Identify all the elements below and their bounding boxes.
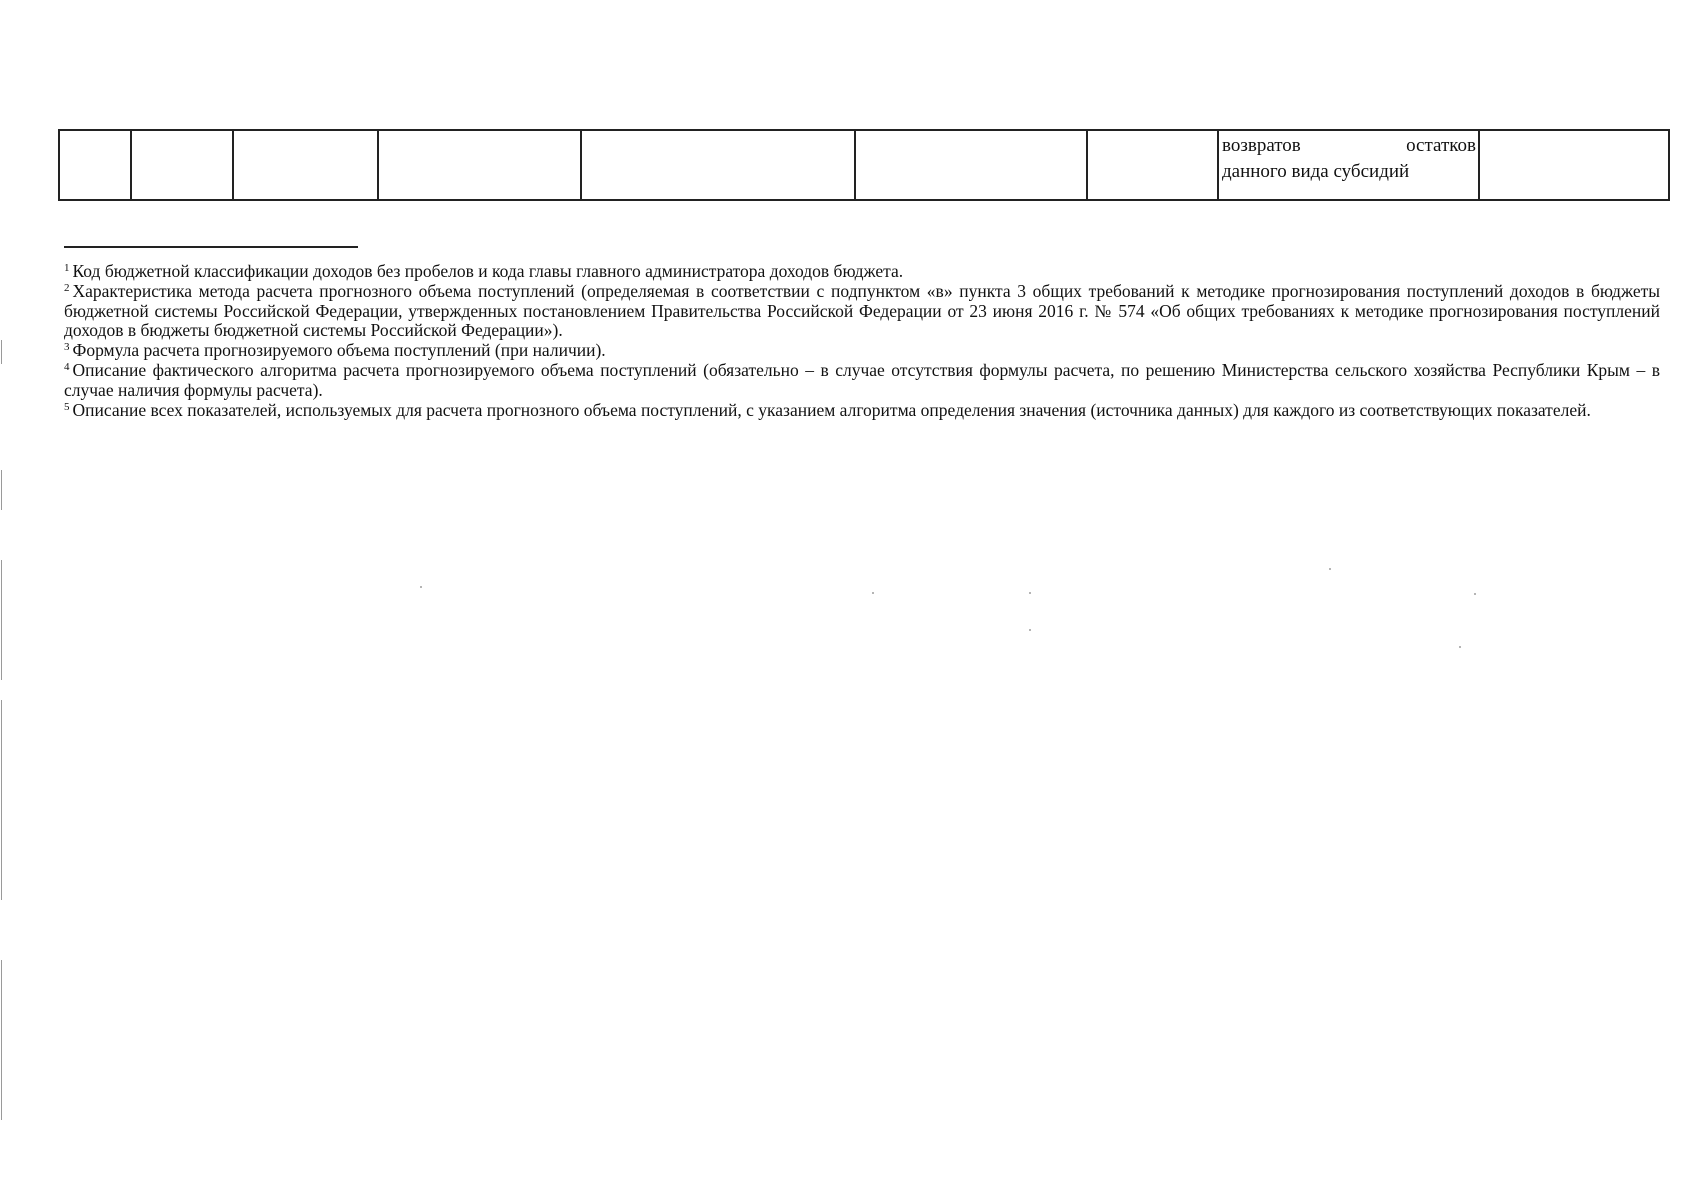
table-row <box>59 130 1669 200</box>
table-cell-1 <box>59 130 131 200</box>
footnote-1 <box>64 262 1660 282</box>
footnote-text: Характеристика метода расчета прогнозного объема поступлений (определяемая в соответствии с подпунктом «в» пункта 3 общих требований к методике прогнозирования поступлений доходов в бюджеты бюджетной системы Российской Федерации, утвержденных постановлением Правительства Российской Федерации от 23 июня 2016 г. № 574 «Об общих требованиях к методике прогнозирования поступлений доходов в бюджеты бюджетной системы Российской Федерации»). <box>64 281 1660 340</box>
table-cell-5 <box>581 130 855 200</box>
scan-edge-mark <box>1 340 2 364</box>
footnote-number: 5 <box>64 400 70 413</box>
table-continuation-row <box>58 129 1670 201</box>
scan-speck <box>872 592 874 594</box>
scan-edge-mark <box>1 960 2 1120</box>
cell-text-line-2: данного вида субсидий <box>1222 161 1410 182</box>
scan-speck <box>1029 629 1031 631</box>
footnote-5 <box>64 401 1660 421</box>
footnote-text: Описание всех показателей, используемых для расчета прогнозного объема поступлений, с указанием алгоритма определения значения (источника данных) для каждого из соответствующих показателей. <box>72 399 1591 420</box>
table-cell-4 <box>378 130 581 200</box>
footnote-text: Формула расчета прогнозируемого объема поступлений (при наличии). <box>72 340 606 360</box>
scan-edge-mark <box>1 470 2 510</box>
table-cell-7 <box>1087 130 1218 200</box>
footnote-4 <box>64 361 1660 400</box>
table-cell-9 <box>1479 130 1669 200</box>
footnote-number: 4 <box>64 361 70 373</box>
scan-speck <box>1459 646 1461 648</box>
cell-text-line-1 <box>1222 133 1476 159</box>
scan-edge-mark <box>1 700 2 900</box>
cell-word-balances: остатков <box>1406 135 1476 156</box>
footnote-text: Описание фактического алгоритма расчета прогнозируемого объема поступлений (обязательно – в случае отсутствия формулы расчета, по решению Министерства сельского хозяйства Республики Крым – в случае наличия формулы расчета). <box>64 360 1660 400</box>
table-cell-3 <box>233 130 378 200</box>
cell-word-returns: возвратов <box>1222 135 1301 156</box>
footnote-text: Код бюджетной классификации доходов без пробелов и кода главы главного администратора доходов бюджета. <box>72 261 904 281</box>
footnote-number: 1 <box>64 262 70 274</box>
table-cell-2 <box>131 130 233 200</box>
table-cell-8 <box>1218 130 1479 200</box>
footnote-2 <box>64 282 1660 341</box>
scan-speck <box>1329 568 1331 570</box>
footnote-number: 2 <box>64 282 70 294</box>
scan-edge-mark <box>1 560 2 680</box>
table-cell-6 <box>855 130 1087 200</box>
scan-speck <box>1474 593 1476 595</box>
scan-speck <box>1029 592 1031 594</box>
footnote-separator <box>64 246 358 248</box>
footnote-number: 3 <box>64 341 70 353</box>
scan-speck <box>420 586 422 588</box>
footnote-3 <box>64 341 1660 361</box>
footnotes-block <box>64 262 1660 421</box>
table-cell-text <box>1219 131 1478 185</box>
